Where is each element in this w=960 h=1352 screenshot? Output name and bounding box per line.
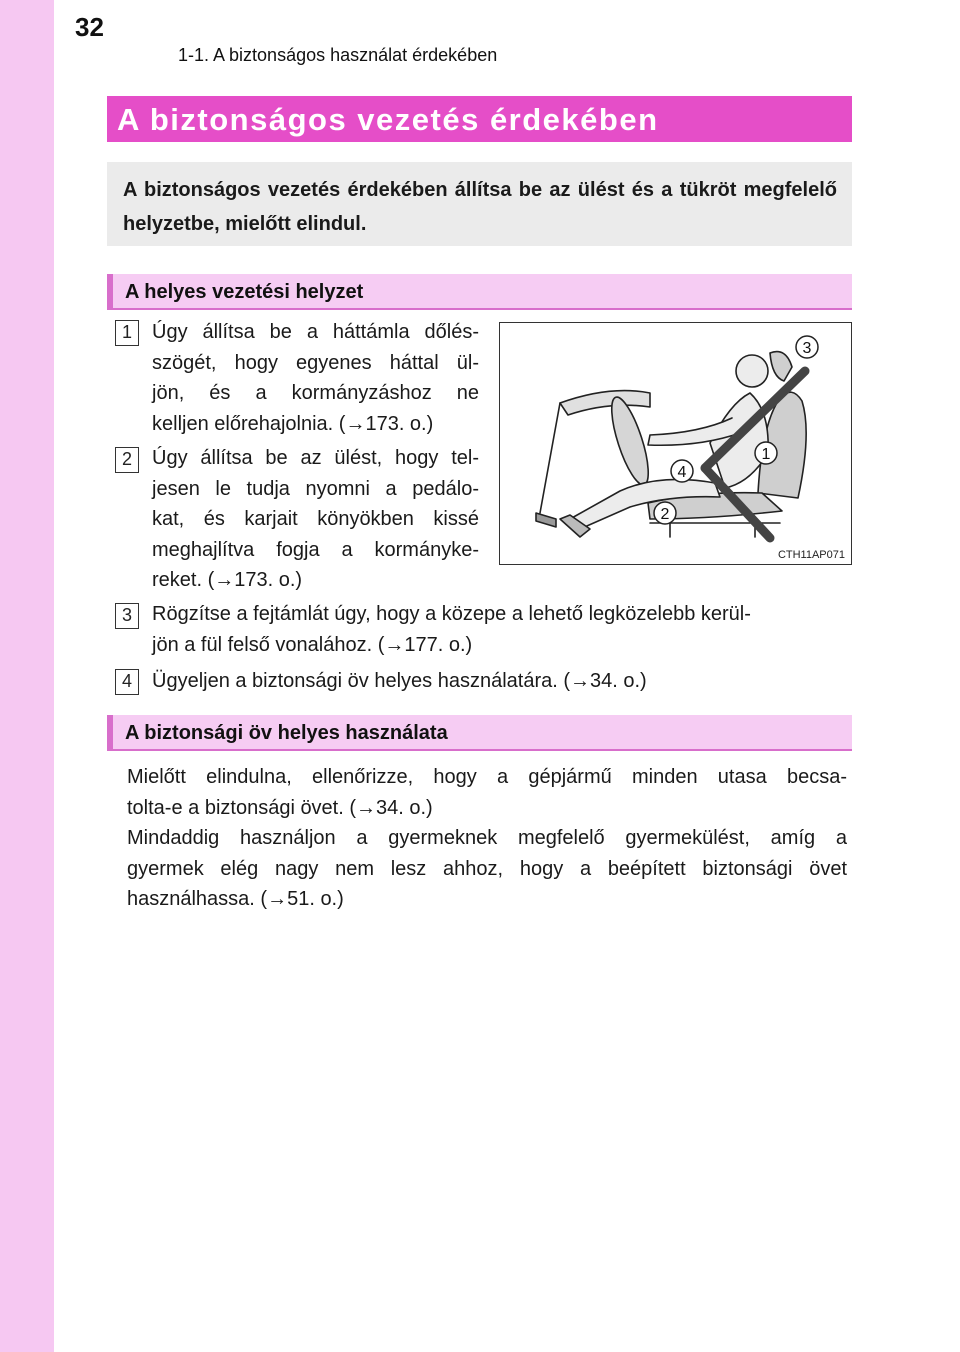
item-3-text	[152, 599, 852, 660]
para-line: használhassa. (→51. o.)	[127, 888, 344, 910]
section-title: A biztonságos vezetés érdekében	[117, 102, 659, 137]
item-1-text	[152, 317, 479, 439]
subheading-text: A helyes vezetési helyzet	[125, 281, 364, 303]
item-line: jön, és a kormányzáshoz ne	[152, 382, 479, 404]
item-line: Úgy állítsa be a háttámla dőlés-	[152, 321, 479, 343]
side-color-bar	[0, 0, 54, 1352]
item-line: kelljen előrehajolnia. (→173. o.)	[152, 412, 434, 435]
item-number-4: 4	[115, 669, 139, 695]
item-line: kat, és karjait könyökben kissé	[152, 508, 479, 530]
subheading-driving-position	[107, 274, 852, 310]
callout-4: 4	[677, 464, 687, 481]
item-number-1: 1	[115, 320, 139, 346]
subheading-accent	[107, 274, 113, 310]
para-line: Mindaddig használjon a gyermeknek megfelelő gyermekülést, amíg a	[127, 827, 847, 849]
item-number-3: 3	[115, 603, 139, 629]
item-2-text	[152, 443, 479, 596]
item-4-text	[152, 666, 852, 697]
para-line: tolta-e a biztonsági övet. (→34. o.)	[127, 796, 433, 819]
subheading-seatbelt-use	[107, 715, 852, 751]
callout-3: 3	[802, 340, 812, 357]
item-line: Rögzítse a fejtámlát úgy, hogy a közepe a lehető legközelebb kerül-	[152, 603, 751, 625]
figure-code: CTH11AP071	[777, 549, 845, 561]
callout-2: 2	[660, 506, 670, 523]
section-title-bar	[107, 96, 852, 142]
seatbelt-paragraph	[127, 762, 847, 915]
item-line: meghajlítva fogja a kormányke-	[152, 538, 479, 561]
intro-text: A biztonságos vezetés érdekében állítsa be az ülést és a tükröt megfelelő helyzetbe, mielőtt elindul.	[123, 179, 837, 235]
callout-1: 1	[761, 446, 771, 463]
subheading-accent	[107, 715, 113, 751]
page-number: 32	[75, 12, 104, 42]
item-line: Úgy állítsa be az ülést, hogy tel-	[152, 447, 479, 469]
item-line: Ügyeljen a biztonsági öv helyes használatára. (→34. o.)	[152, 670, 647, 692]
running-header: 1-1. A biztonságos használat érdekében	[178, 45, 498, 65]
item-line: reket. (→173. o.)	[152, 569, 303, 591]
driver-seat-drawing	[500, 323, 850, 563]
item-line: szögét, hogy egyenes háttal ül-	[152, 351, 479, 374]
subheading-text: A biztonsági öv helyes használata	[125, 722, 448, 744]
para-line: gyermek elég nagy nem lesz ahhoz, hogy a beépített biztonsági övet	[127, 857, 847, 880]
item-number-2: 2	[115, 447, 139, 473]
driving-position-illustration	[499, 322, 852, 565]
para-line: Mielőtt elindulna, ellenőrizze, hogy a gépjármű minden utasa becsa-	[127, 766, 847, 788]
item-line: jön a fül felső vonalához. (→177. o.)	[152, 633, 473, 656]
item-line: jesen le tudja nyomni a pedálo-	[152, 477, 479, 500]
intro-box	[107, 162, 852, 246]
